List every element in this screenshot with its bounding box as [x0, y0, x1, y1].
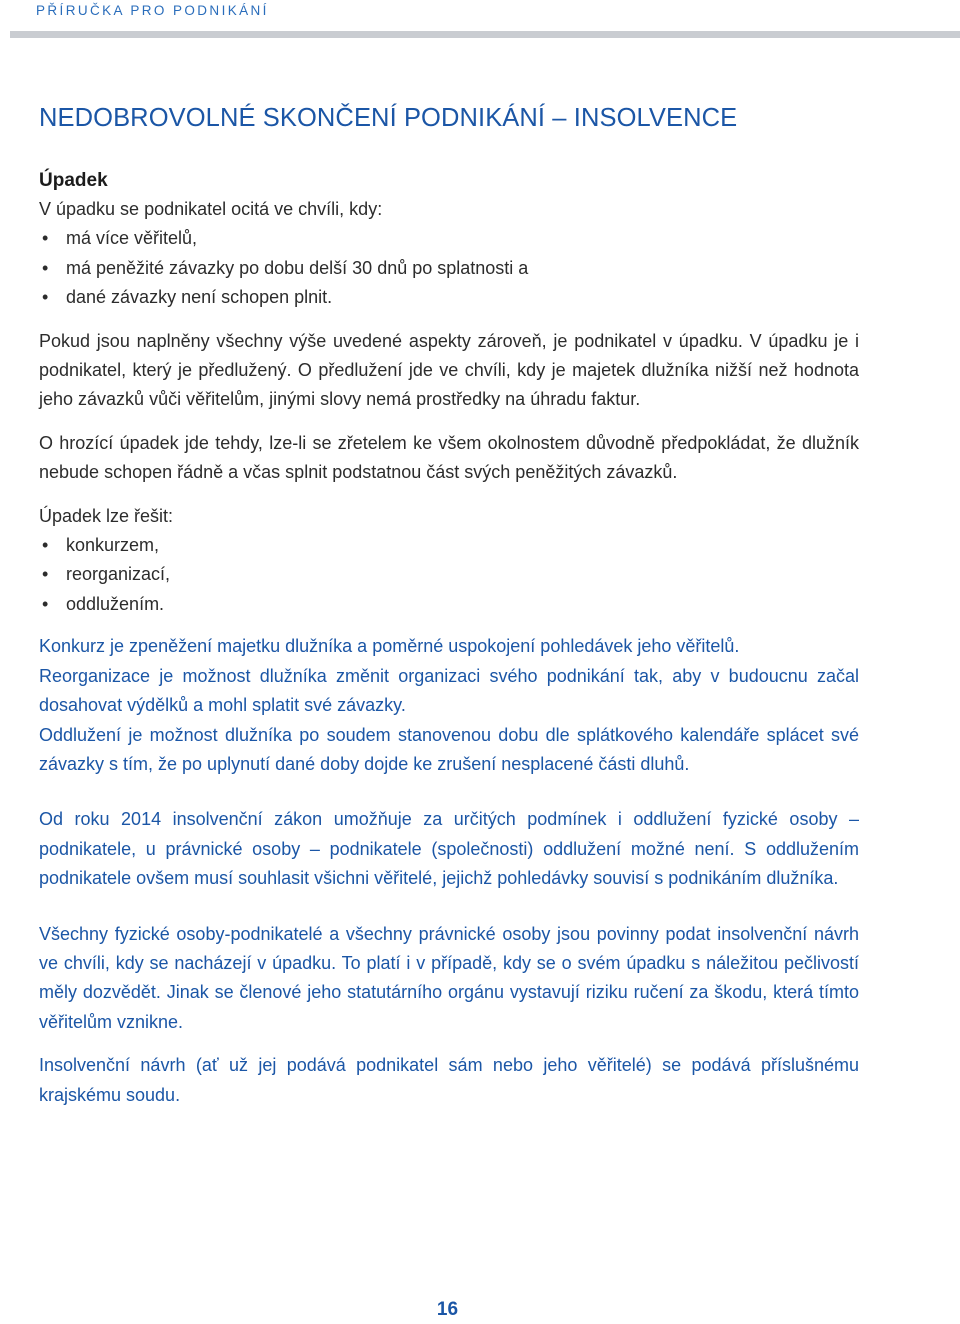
list-item: • reorganizací, — [39, 560, 859, 589]
definition-reorganizace: Reorganizace je možnost dlužníka změnit organizaci svého podnikání tak, aby v budoucnu začal dosahovat výdělků a mohl splatit své závazky. — [39, 665, 859, 716]
definition-konkurz: Konkurz je zpeněžení majetku dlužníka a poměrné uspokojení pohledávek jeho věřitelů. — [39, 636, 740, 657]
solutions-list — [39, 531, 859, 619]
list-item: • konkurzem, — [39, 531, 859, 560]
section-heading-upadek: Úpadek — [39, 170, 108, 191]
bullet-icon: • — [42, 593, 49, 614]
running-header: PŘÍRUČKA PRO PODNIKÁNÍ — [36, 3, 269, 18]
solutions-intro: Úpadek lze řešit: — [39, 505, 174, 526]
page-title: NEDOBROVOLNÉ SKONČENÍ PODNIKÁNÍ – INSOLVENCE — [39, 104, 738, 132]
paragraph-court: Insolvenční návrh (ať už jej podává podnikatel sám nebo jeho věřitelé) se podává příslušnému krajskému soudu. — [39, 1055, 859, 1105]
bullet-icon: • — [42, 228, 49, 249]
paragraph-predluzeni: Pokud jsou naplněny všechny výše uvedené aspekty zároveň, je podnikatel v úpadku. V úpadku je i podnikatel, který je předlužený. O předlužení jde ve chvíli, kdy je majetek dlužníka nižší než hodnota jeho závazků vůči věřitelům, jinými slovy nemá prostředky na úhradu faktur. — [39, 330, 859, 410]
paragraph-hrozici-upadek: O hrozící úpadek jde tehdy, lze-li se zřetelem ke všem okolnostem důvodně předpokládat, že dlužník nebude schopen řádně a včas splnit podstatnou část svých peněžitých závazků. — [39, 432, 859, 483]
paragraph-2014: Od roku 2014 insolvenční zákon umožňuje za určitých podmínek i oddlužení fyzické osoby – podnikatele, u právnické osoby – podnikatele (společnosti) oddlužení možné není. S oddlužením podnikatele ovšem musí souhlasit všichni věřitelé, jejichž pohledávky souvisí s podnikáním dlužníka. — [39, 809, 859, 889]
bullet-icon: • — [42, 564, 49, 585]
paragraph-duty-to-file: Všechny fyzické osoby-podnikatelé a všechny právnické osoby jsou povinny podat insolvenční návrh ve chvíli, kdy se nacházejí v úpadku. To platí i v případě, kdy se o svém úpadku s náležitou pečlivostí měly dozvědět. Jinak se členové jeho statutárního orgánu vystavují riziku ručení za škodu, která tímto věřitelům vznikne. — [39, 923, 859, 1032]
definition-oddluzeni: Oddlužení je možnost dlužníka po soudem stanovenou dobu dle splátkového kalendáře splácet své závazky s tím, že po uplynutí dané doby dojde ke zrušení nesplacené části dluhů. — [39, 724, 859, 774]
upadek-conditions-list — [39, 224, 859, 312]
page-content — [39, 100, 859, 1110]
list-item: • má více věřitelů, — [39, 224, 859, 253]
list-item: • dané závazky není schopen plnit. — [39, 283, 859, 312]
list-item: • má peněžité závazky po dobu delší 30 dnů po splatnosti a — [39, 254, 859, 283]
page-number: 16 — [436, 1299, 459, 1320]
list-item: • oddlužením. — [39, 590, 859, 619]
bullet-icon: • — [42, 257, 49, 278]
header-divider — [10, 31, 960, 38]
bullet-icon: • — [42, 535, 49, 556]
bullet-icon: • — [42, 287, 49, 308]
definitions-block — [39, 632, 859, 779]
upadek-intro: V úpadku se podnikatel ocitá ve chvíli, kdy: — [39, 199, 383, 219]
